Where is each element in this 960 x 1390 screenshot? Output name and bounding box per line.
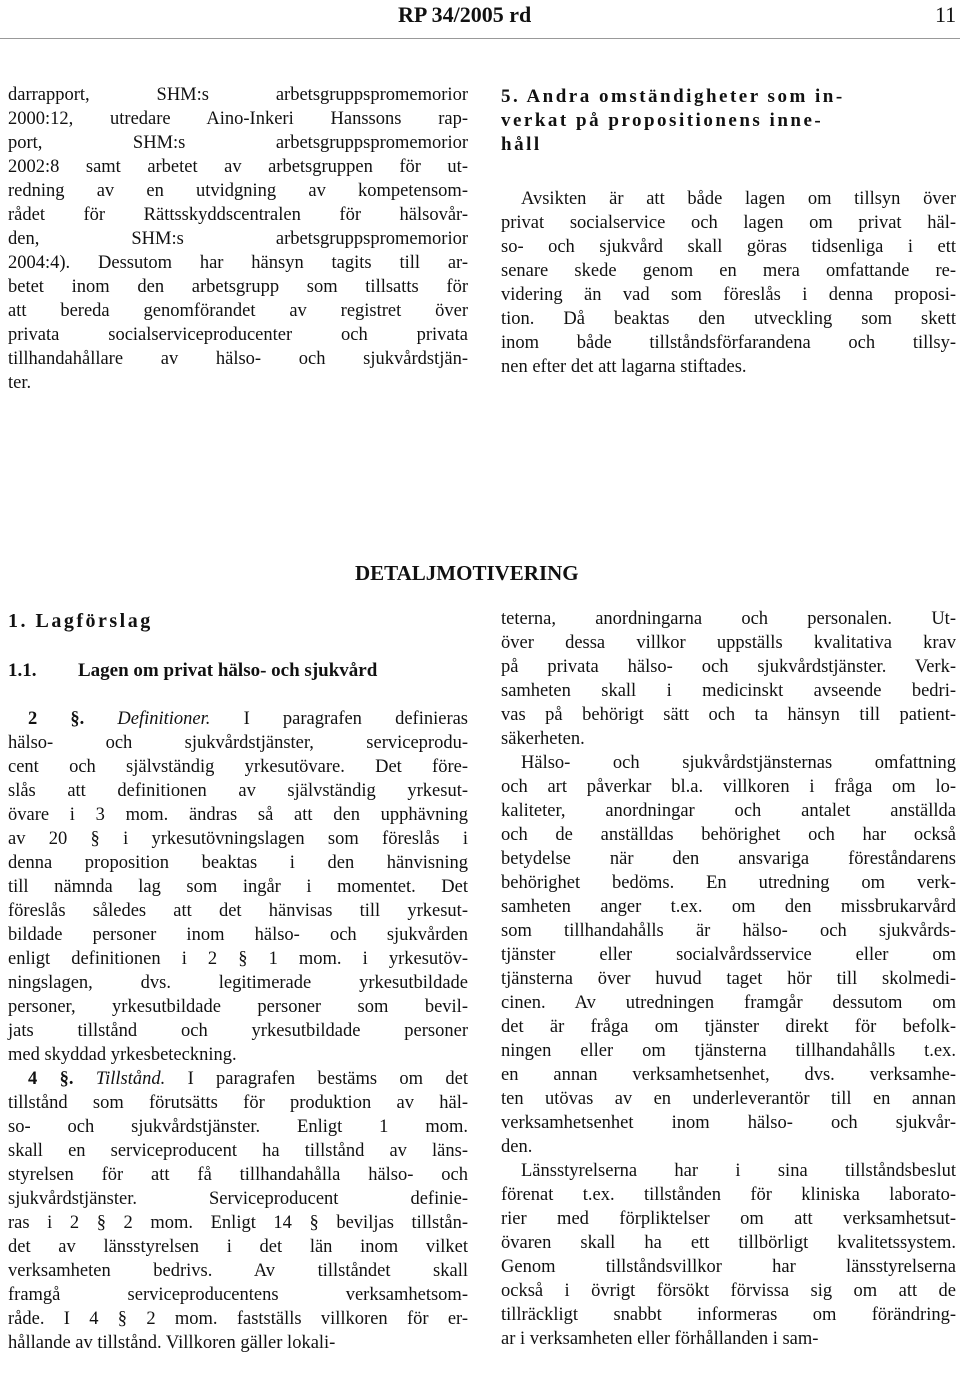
text-line: behörighet bedöms. En utredning om verk-	[501, 873, 956, 893]
law-subheading-number: 1.1.	[8, 660, 37, 681]
text-line: inom både tillståndsförfarandena och tillsy-	[501, 333, 956, 353]
paragraph-4-first-text: I paragrafen bestäms om det	[187, 1069, 468, 1089]
section-5-heading	[501, 85, 956, 157]
text-line: den.	[501, 1137, 533, 1157]
text-line: övaren skall ha ett tillbörligt kvalitetssystem.	[501, 1233, 956, 1253]
text-line: verksamheten bedrivs. Av tillståndet skall	[8, 1261, 468, 1281]
text-line: hållande av tillstånd. Villkoren gäller lokali-	[8, 1333, 336, 1353]
text-line: på privata hälso- och sjukvårdstjänster. Verk-	[501, 657, 956, 677]
text-line: teterna, anordningarna och personalen. Ut-	[501, 609, 956, 629]
text-line: denna proposition beaktas i den hänvisning	[8, 853, 468, 873]
text-line: nen efter det att lagarna stiftades.	[501, 357, 747, 377]
text-line: med skyddad yrkesbeteckning.	[8, 1045, 237, 1065]
section-5-text	[501, 187, 956, 379]
text-line: det av länsstyrelsen i det län inom vilket	[8, 1237, 468, 1257]
text-line: råde. I 4 § 2 mom. fastställs villkoren för er-	[8, 1309, 468, 1329]
text-line: vas på behörigt sätt och ta hänsyn till patient-	[501, 705, 956, 725]
text-line: och art påverkar bl.a. villkoren i fråga om lo-	[501, 777, 956, 797]
text-line: ar i verksamheten eller förhållanden i sam-	[501, 1329, 819, 1349]
text-line: tjänsterna över huvud taget hör till skolmedi-	[501, 969, 956, 989]
text-line: enligt definitionen i 2 § 1 mom. i yrkesutöv-	[8, 949, 468, 969]
paragraph-2-first-line	[8, 707, 468, 731]
text-line: skall en serviceproducent ha tillstånd av läns-	[8, 1141, 468, 1161]
right-bottom-para-2	[501, 751, 956, 1159]
text-line: samheten skall i medicinskt avseende bedri-	[501, 681, 956, 701]
paragraph-2-first-text: I paragrafen definieras	[243, 709, 469, 729]
text-line: slås att definitionen av självständig yrkesut-	[8, 781, 468, 801]
law-subheading	[8, 660, 377, 682]
page-number: 11	[935, 2, 957, 27]
text-line: sjukvårdstjänster. Serviceproducent definie-	[8, 1189, 468, 1209]
text-line: tillstånd som förutsätts för produktion av häl-	[8, 1093, 468, 1113]
left-bottom-column	[8, 707, 468, 1355]
text-line: samheten anger t.ex. om den missbrukarvård	[501, 897, 956, 917]
paragraph-2-title: Definitioner.	[117, 709, 211, 729]
text-line: privata socialserviceproducenter och privata	[8, 325, 468, 345]
text-line: 2004:4). Dessutom har hänsyn tagits till ar-	[8, 253, 468, 273]
text-line: ter.	[8, 373, 32, 393]
paragraph-4-section	[8, 1067, 468, 1355]
left-top-text	[8, 83, 468, 395]
text-line: tillhandahållare av hälso- och sjukvårdstjän-	[8, 349, 468, 369]
text-line: rådet för Rättsskyddscentralen för hälsovår-	[8, 205, 468, 225]
text-line: hälso- och sjukvårdstjänster, serviceprodu-	[8, 733, 468, 753]
right-bottom-para-1	[501, 607, 956, 751]
text-line: senare skede genom en mera omfattande re-	[501, 261, 956, 281]
text-line: övare i 3 mom. ändras så att den upphävning	[8, 805, 468, 825]
text-line: föreslås således att det hänvisas till yrkesut-	[8, 901, 468, 921]
text-line: förenat t.ex. tillstånden för kliniska laborato-	[501, 1185, 956, 1205]
paragraph-2-section	[8, 707, 468, 1067]
detaljmotivering-heading: DETALJMOTIVERING	[355, 561, 579, 585]
text-line: över dessa villkor uppställs kvalitativa krav	[501, 633, 956, 653]
lagforslag-heading: 1. Lagförslag	[8, 610, 153, 632]
text-line: darrapport, SHM:s arbetsgruppspromemorior	[8, 85, 468, 105]
text-line: Avsikten är att både lagen om tillsyn över	[521, 189, 956, 209]
text-line: 2000:12, utredare Aino-Inkeri Hanssons rap-	[8, 109, 468, 129]
text-line: verkat på propositionens inne-	[501, 110, 824, 131]
text-line: videring än vad som föreslås i denna proposi-	[501, 285, 956, 305]
text-line: och de anställdas behörighet och har också	[501, 825, 956, 845]
text-line: håll	[501, 134, 542, 155]
paragraph-4-number: 4	[28, 1069, 38, 1089]
text-line: det är fråga om tjänster direkt för befolk-	[501, 1017, 956, 1037]
paragraph-2-number: 2	[28, 709, 38, 729]
running-header-title: RP 34/2005 rd	[398, 2, 532, 27]
text-line: verksamhetsenhet inom hälso- och sjukvår-	[501, 1113, 956, 1133]
text-line: ningslagen, dvs. legitimerade yrkesutbildade	[8, 973, 468, 993]
text-line: betet inom den arbetsgrupp som tillsatts för	[8, 277, 468, 297]
text-line: tion. Då beaktas den utveckling som skett	[501, 309, 956, 329]
right-bottom-column	[501, 607, 956, 1351]
text-line: framgå serviceproducentens verksamhetsom-	[8, 1285, 468, 1305]
text-line: tjänster eller socialvårdsservice eller om	[501, 945, 956, 965]
header-rule	[0, 38, 960, 39]
text-line: styrelsen för att få tillhandahålla hälso- och	[8, 1165, 468, 1185]
text-line: av 20 § i yrkesutövningslagen som föreslås i	[8, 829, 468, 849]
text-line: bildade personer inom hälso- och sjukvården	[8, 925, 468, 945]
text-line: cinen. Av utredningen framgår dessutom om	[501, 993, 956, 1013]
paragraph-2-text	[8, 731, 468, 1067]
text-line: 2002:8 samt arbetet av arbetsgruppen för ut-	[8, 157, 468, 177]
paragraph-4-text	[8, 1091, 468, 1355]
text-line: rier med förpliktelser om att verksamhetsut-	[501, 1209, 956, 1229]
text-line: ten utövas av en underleverantör till en annan	[501, 1089, 956, 1109]
section-5	[501, 85, 956, 379]
text-line: port, SHM:s arbetsgruppspromemorior	[8, 133, 468, 153]
text-line: personer, yrkesutbildade personer som bevil-	[8, 997, 468, 1017]
text-line: kaliteter, anordningar och antalet anställda	[501, 801, 956, 821]
text-line: so- och sjukvårdstjänster. Enligt 1 mom.	[8, 1117, 468, 1137]
text-line: säkerheten.	[501, 729, 585, 749]
text-line: en annan verksamhetsenhet, dvs. verksamhe-	[501, 1065, 956, 1085]
text-line: cent och självständig yrkesutövare. Det före-	[8, 757, 468, 777]
text-line: Länsstyrelserna har i sina tillståndsbeslut	[521, 1161, 956, 1181]
text-line: privat socialservice och lagen om privat häl-	[501, 213, 956, 233]
paragraph-2-sect: §.	[70, 709, 85, 729]
right-bottom-para-3	[501, 1159, 956, 1351]
text-line: också i övrigt försökt förvissa sig om att de	[501, 1281, 956, 1301]
text-line: so- och sjukvård skall göras tidsenliga i ett	[501, 237, 956, 257]
law-subheading-title: Lagen om privat hälso- och sjukvård	[78, 660, 378, 681]
text-line: tillräckligt snabbt informeras om förändring-	[501, 1305, 956, 1325]
text-line: betydelse när den ansvariga föreståndarens	[501, 849, 956, 869]
text-line: 5. Andra omständigheter som in-	[501, 86, 845, 107]
paragraph-4-sect: §.	[59, 1069, 74, 1089]
text-line: Genom tillståndsvillkor har länsstyrelserna	[501, 1257, 956, 1277]
text-line: ningen eller om tjänsterna tillhandahålls t.ex.	[501, 1041, 956, 1061]
text-line: till nämnda lag som ingår i momentet. Det	[8, 877, 468, 897]
text-line: ras i 2 § 2 mom. Enligt 14 § beviljas tillstån-	[8, 1213, 468, 1233]
text-line: jats tillstånd och yrkesutbildade personer	[8, 1021, 468, 1041]
text-line: som tillhandahålls är hälso- och sjukvårds-	[501, 921, 956, 941]
text-line: att bereda genomförandet av registret över	[8, 301, 468, 321]
text-line: den, SHM:s arbetsgruppspromemorior	[8, 229, 468, 249]
text-line: redning av en utvidgning av kompetensom-	[8, 181, 468, 201]
paragraph-4-title: Tillstånd.	[95, 1069, 166, 1089]
left-top-column	[8, 83, 468, 395]
text-line: Hälso- och sjukvårdstjänsternas omfattning	[521, 753, 956, 773]
paragraph-4-first-line	[8, 1067, 468, 1091]
